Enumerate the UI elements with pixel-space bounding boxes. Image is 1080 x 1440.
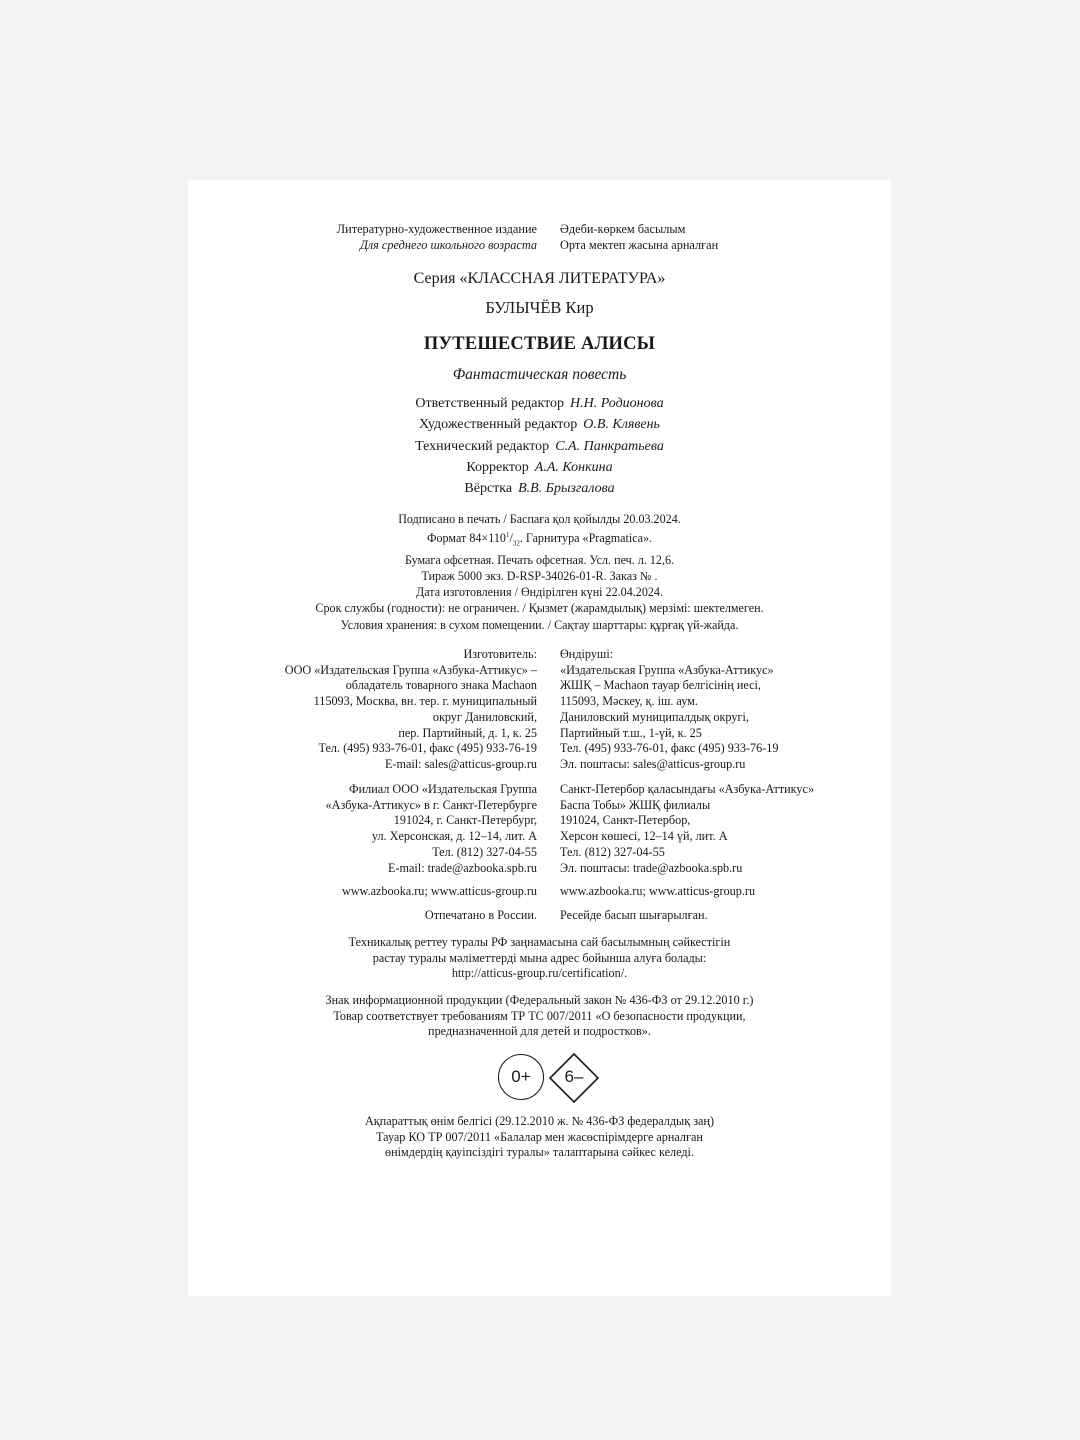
print-info [188, 511, 891, 633]
service-line: Срок службы (годности): не ограничен. / Қызмет (жарамдылық) мерзімі: шектелмеген. [315, 601, 764, 616]
age-group-kz: Орта мектеп жасына арналған [560, 237, 719, 252]
printed-kz: Ресейде басып шығарылған. [560, 908, 708, 922]
printed-in [188, 908, 891, 924]
staff-row: Художественный редактор О.В. Клявень [419, 417, 660, 433]
storage-line: Условия хранения: в сухом помещении. / Сақтау шарттары: құрғақ үй-жайда. [340, 617, 739, 632]
web-link-ru: www.azbooka.ru; www.atticus-group.ru [341, 884, 537, 898]
staff-row: Корректор А.А. Конкина [466, 459, 613, 475]
edition-type-ru: Литературно-художественное издание [336, 222, 537, 236]
paper-line: Бумага офсетная. Печать офсетная. Усл. печ. л. 12,6. [404, 552, 675, 567]
age-circle-badge: 0+ [498, 1054, 544, 1100]
staff-list [188, 393, 891, 499]
kz-footer-note: Ақпараттық өнім белгісі (29.12.2010 ж. № 436-ФЗ федералдық заң) Тауар КО ТР 007/2011 «Балалар мен жасөспірімдерге арналған өнімдердің қауіпсіздігі туралы» талаптарына сәйкес келеді. [364, 1114, 715, 1160]
book-page [188, 180, 891, 1296]
staff-row: Технический редактор С.А. Панкратьева [415, 438, 664, 454]
age-badges [188, 1054, 891, 1106]
branch-block: Филиал ООО «Издательская Группа «Азбука-Аттикус» в г. Санкт-Петербурге 191024, г. Санкт-Петербург, ул. Херсонская, д. 12–14, лит. А Тел. (812) 327-04-55 E-mail: trade@azbooka.spb.ru Санкт-Петербор қаласындағы «Азбука-Аттикус» Баспа Тобы» ЖШҚ филиалы 191024, Санкт-Петербор, Херсон көшесі, 12–14 үй, лит. А Тел. (812) 327-04-55 Эл. поштасы: trade@azbooka.spb.ru [325, 782, 815, 875]
law-note: Знак информационной продукции (Федеральный закон № 436-ФЗ от 29.12.2010 г.) Товар соответствует требованиям ТР ТС 007/2011 «О безопасности продукции, предназначенной для детей и подростков». [325, 993, 754, 1039]
age-group-ru: Для среднего школьного возраста [359, 237, 537, 252]
made-line: Дата изготовления / Өндірілген күні 22.04.2024. [415, 585, 663, 600]
age-diamond-badge: 6– [564, 1067, 584, 1086]
signed-line: Подписано в печать / Баспаға қол қойылды 20.03.2024. [398, 512, 681, 526]
author-name: БУЛЫЧЁВ Кир [485, 298, 594, 317]
edition-header [188, 222, 891, 253]
staff-row: Ответственный редактор Н.Н. Родионова [415, 396, 664, 411]
certification-note: Техникалық реттеу туралы РФ заңнамасына сай басылымның сәйкестігін растау туралы мәліметтерді мына адрес бойынша алуға болады: http://atticus-group.ru/certification/. [348, 935, 731, 981]
edition-type-kz: Әдеби-көркем басылым [560, 222, 686, 236]
book-subtitle: Фантастическая повесть [452, 366, 627, 383]
web-links [188, 884, 891, 900]
book-title: ПУТЕШЕСТВИЕ АЛИСЫ [423, 334, 656, 354]
run-line: Тираж 5000 экз. D-RSP-34026-01-R. Заказ № . [421, 569, 658, 584]
web-link-kz: www.azbooka.ru; www.atticus-group.ru [560, 884, 756, 898]
series-title: Серия «КЛАССНАЯ ЛИТЕРАТУРА» [413, 270, 666, 287]
staff-row: Вёрстка В.В. Брызгалова [464, 481, 615, 497]
printed-ru: Отпечатано в России. [424, 908, 537, 922]
maker-block: Изготовитель: ООО «Издательская Группа «Азбука-Аттикус» – обладатель товарного знака Machaon 115093, Москва, вн. тер. г. муниципальный округ Даниловский, пер. Партийный, д. 1, к. 25 Тел. (495) 933-76-01, факс (495) 933-76-19 E-mail: sales@atticus-group.ru Өндіруші: «Издательская Группа «Азбука-Аттикус» ЖШҚ – Machaon тауар белгісінің иесі, 115093, Мәскеу, қ. іш. аум. Даниловский муниципалдық округі, Партийный т.ш., 1-үй, к. 25 Тел. (495) 933-76-01, факс (495) 933-76-19 Эл. поштасы: sales@atticus-group.ru [284, 647, 779, 771]
format-line: Формат $84\times 110^1/_{32}$. Гарнитура «Pragmatica». [426, 531, 653, 548]
